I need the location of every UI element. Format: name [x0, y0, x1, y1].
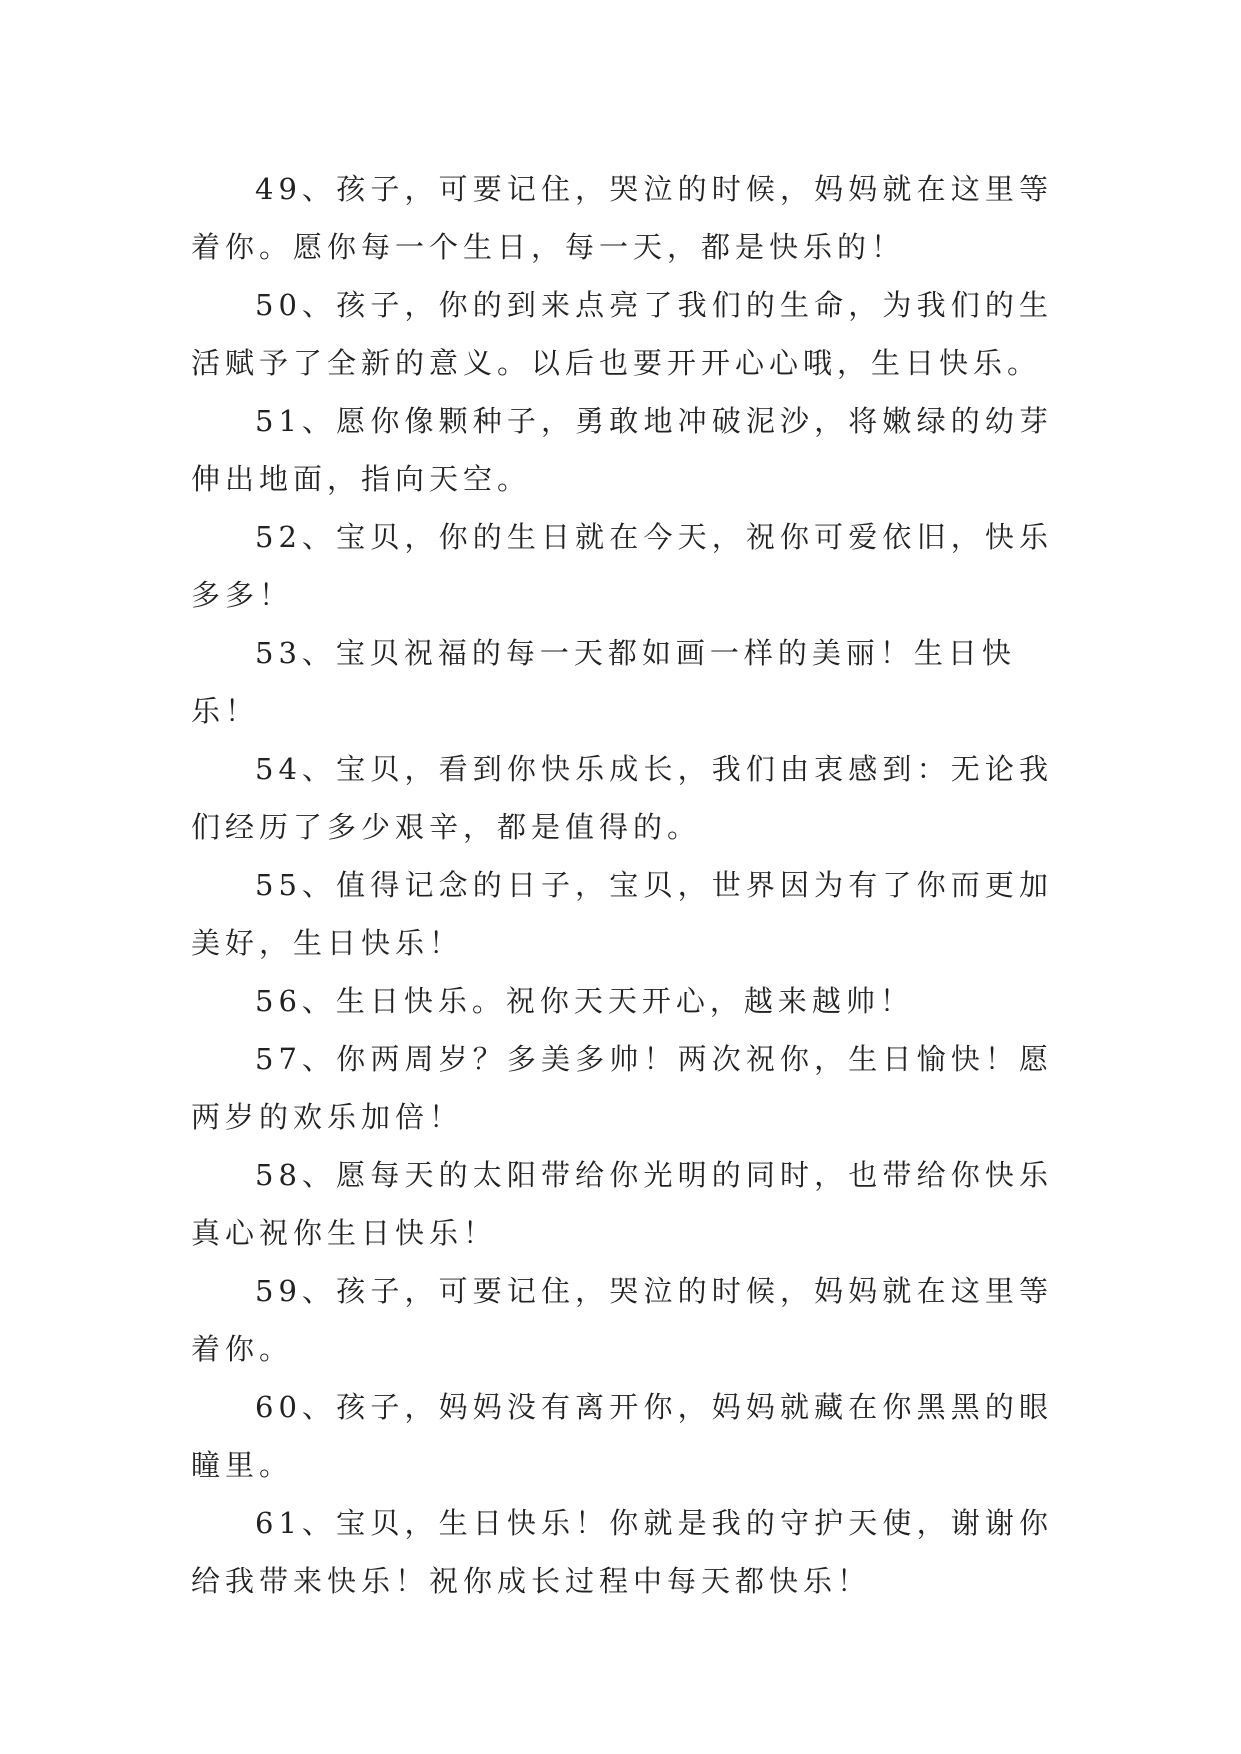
wish-paragraph-60: 60、孩子，妈妈没有离开你，妈妈就藏在你黑黑的眼瞳里。	[191, 1390, 1053, 1482]
wish-paragraph-61: 61、宝贝，生日快乐！你就是我的守护天使，谢谢你给我带来快乐！祝你成长过程中每天都快乐！	[191, 1506, 1053, 1598]
wish-paragraph-57: 57、你两周岁？多美多帅！两次祝你，生日愉快！愿两岁的欢乐加倍！	[191, 1042, 1053, 1134]
wish-paragraph-55: 55、值得记念的日子，宝贝，世界因为有了你而更加美好，生日快乐！	[191, 868, 1053, 960]
wish-paragraph-50: 50、孩子，你的到来点亮了我们的生命，为我们的生活赋予了全新的意义。以后也要开开心心哦，生日快乐。	[191, 288, 1053, 380]
wish-paragraph-54: 54、宝贝，看到你快乐成长，我们由衷感到：无论我们经历了多少艰辛，都是值得的。	[191, 752, 1053, 844]
wish-paragraph-58: 58、愿每天的太阳带给你光明的同时，也带给你快乐真心祝你生日快乐！	[191, 1158, 1053, 1250]
document-body	[191, 160, 1053, 1610]
wish-paragraph-49: 49、孩子，可要记住，哭泣的时候，妈妈就在这里等着你。愿你每一个生日，每一天，都是快乐的！	[191, 172, 1053, 264]
wish-paragraph-53: 53、宝贝祝福的每一天都如画一样的美丽！生日快乐！	[191, 636, 1016, 728]
wish-paragraph-59: 59、孩子，可要记住，哭泣的时候，妈妈就在这里等着你。	[191, 1274, 1053, 1366]
wish-paragraph-56: 56、生日快乐。祝你天天开心，越来越帅！	[255, 984, 914, 1018]
wish-paragraph-51: 51、愿你像颗种子，勇敢地冲破泥沙，将嫩绿的幼芽伸出地面，指向天空。	[191, 404, 1053, 496]
wish-paragraph-52: 52、宝贝，你的生日就在今天，祝你可爱依旧，快乐多多！	[191, 520, 1053, 612]
